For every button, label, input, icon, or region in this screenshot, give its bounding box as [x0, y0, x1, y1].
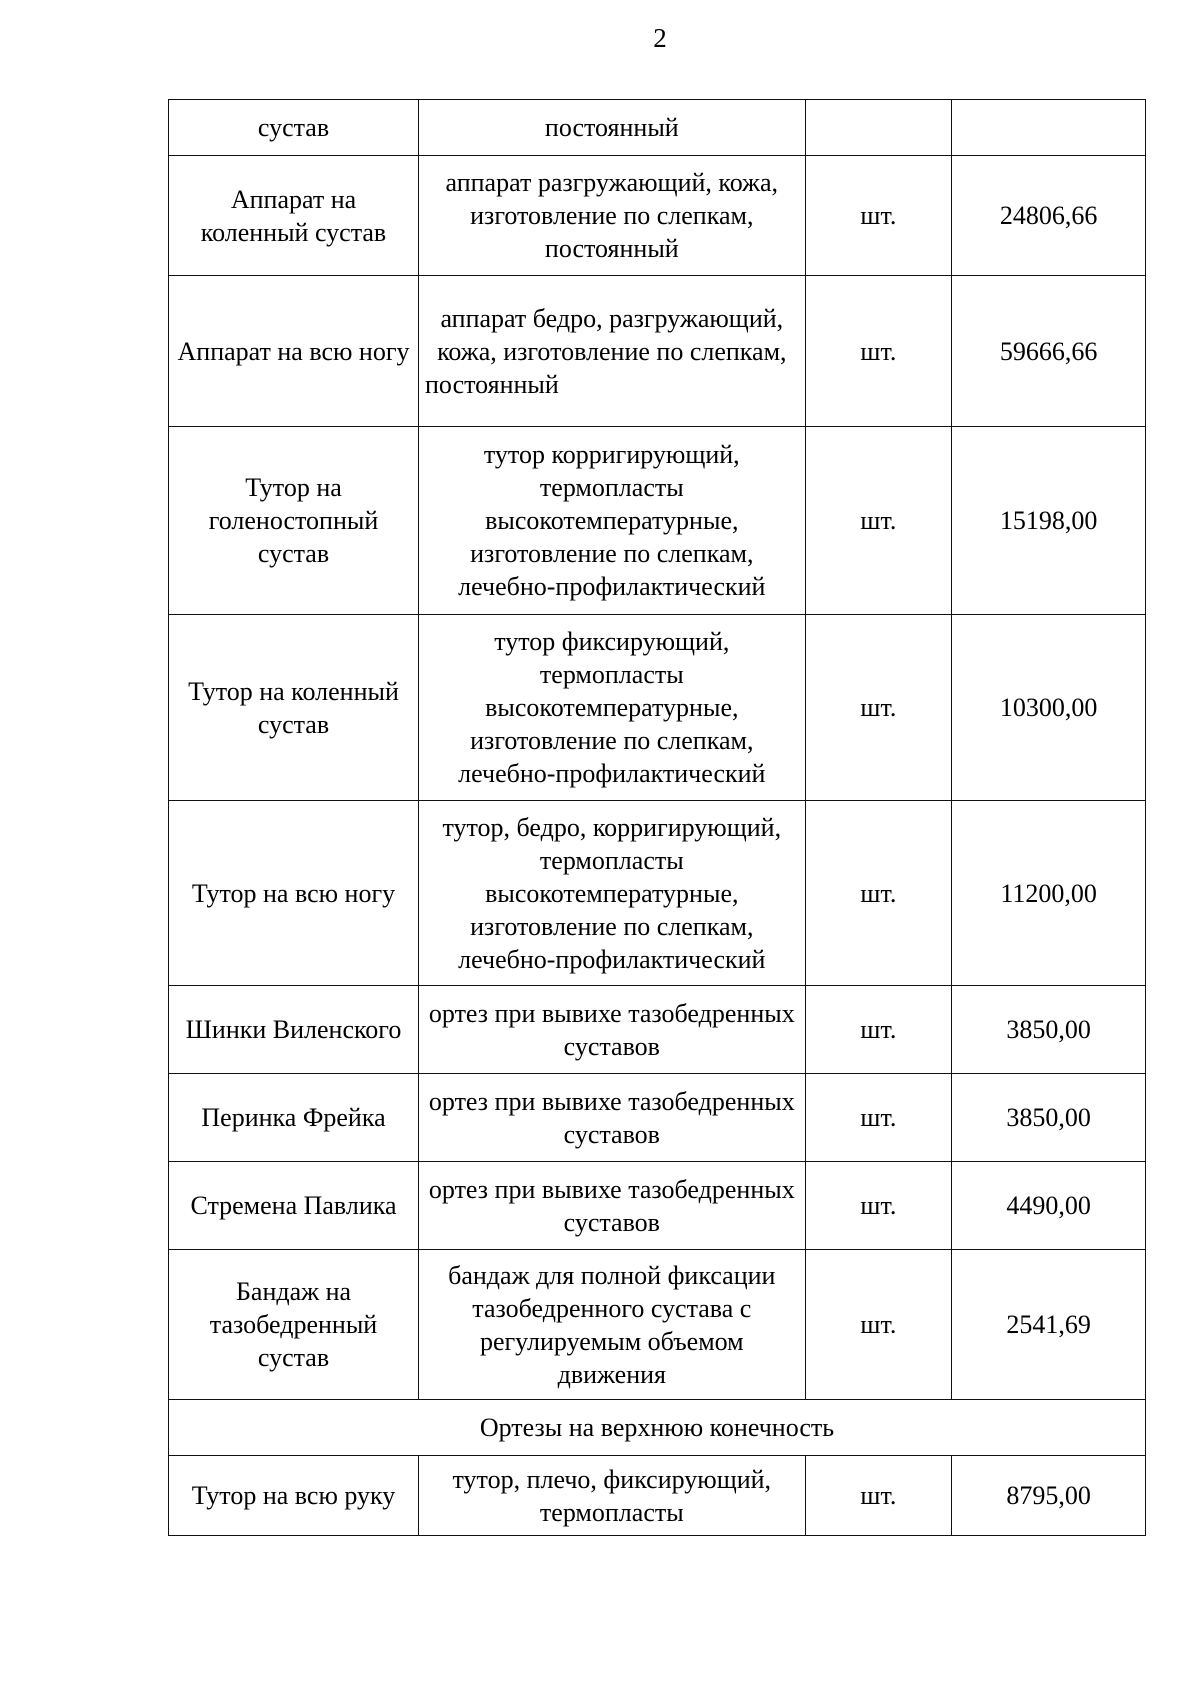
item-name-cell: сустав [169, 100, 419, 156]
item-unit-cell: шт. [805, 986, 952, 1074]
table-row [169, 801, 1146, 986]
table-row [169, 1162, 1146, 1250]
table-row [169, 1074, 1146, 1162]
item-description-cell: постоянный [419, 100, 806, 156]
section-heading-row [169, 1400, 1146, 1456]
item-name-cell: Стремена Павлика [169, 1162, 419, 1250]
item-unit-cell: шт. [805, 276, 952, 427]
item-unit-cell: шт. [805, 1456, 952, 1536]
item-price-cell: 3850,00 [952, 1074, 1146, 1162]
table-row [169, 986, 1146, 1074]
item-name-cell: Аппарат на коленный сустав [169, 156, 419, 276]
item-name-cell: Перинка Фрейка [169, 1074, 419, 1162]
item-name-cell: Тутор на всю руку [169, 1456, 419, 1536]
item-unit-cell: шт. [805, 1250, 952, 1400]
table-row [169, 427, 1146, 615]
table-row [169, 615, 1146, 801]
item-name-cell: Шинки Виленского [169, 986, 419, 1074]
item-unit-cell [805, 100, 952, 156]
item-price-cell: 24806,66 [952, 156, 1146, 276]
table-row [169, 156, 1146, 276]
item-unit-cell: шт. [805, 1074, 952, 1162]
item-price-cell [952, 100, 1146, 156]
item-name-cell: Аппарат на всю ногу [169, 276, 419, 427]
item-name-cell: Бандаж на тазобедренный сустав [169, 1250, 419, 1400]
item-unit-cell: шт. [805, 427, 952, 615]
item-unit-cell: шт. [805, 1162, 952, 1250]
item-price-cell: 4490,00 [952, 1162, 1146, 1250]
item-unit-cell: шт. [805, 156, 952, 276]
table-row [169, 1250, 1146, 1400]
item-name-cell: Тутор на голеностопный сустав [169, 427, 419, 615]
table-row [169, 1456, 1146, 1536]
item-description-cell: бандаж для полной фиксации тазобедренного сустава с регулируемым объемом движения [419, 1250, 806, 1400]
item-description-cell: тутор, плечо, фиксирующий, термопласты [419, 1456, 806, 1536]
item-price-cell: 11200,00 [952, 801, 1146, 986]
item-description-cell: аппарат бедро, разгружающий, кожа, изготовление по слепкам, постоянный [419, 276, 806, 427]
item-price-cell: 3850,00 [952, 986, 1146, 1074]
item-description-cell: ортез при вывихе тазобедренных суставов [419, 986, 806, 1074]
item-price-cell: 15198,00 [952, 427, 1146, 615]
item-unit-cell: шт. [805, 801, 952, 986]
price-table [168, 99, 1146, 1536]
item-description-cell: аппарат разгружающий, кожа, изготовление по слепкам, постоянный [419, 156, 806, 276]
item-price-cell: 2541,69 [952, 1250, 1146, 1400]
item-price-cell: 10300,00 [952, 615, 1146, 801]
item-name-cell: Тутор на всю ногу [169, 801, 419, 986]
table-row [169, 100, 1146, 156]
item-unit-cell: шт. [805, 615, 952, 801]
item-description-cell: тутор фиксирующий, термопласты высокотемпературные, изготовление по слепкам, лечебно-профилактический [419, 615, 806, 801]
item-price-cell: 8795,00 [952, 1456, 1146, 1536]
table-row [169, 276, 1146, 427]
section-heading: Ортезы на верхнюю конечность [169, 1400, 1146, 1456]
item-description-cell: ортез при вывихе тазобедренных суставов [419, 1074, 806, 1162]
item-description-cell: тутор корригирующий, термопласты высокотемпературные, изготовление по слепкам, лечебно-профилактический [419, 427, 806, 615]
page-number: 2 [653, 23, 667, 53]
item-name-cell: Тутор на коленный сустав [169, 615, 419, 801]
item-description-cell: ортез при вывихе тазобедренных суставов [419, 1162, 806, 1250]
item-description-cell: тутор, бедро, корригирующий, термопласты высокотемпературные, изготовление по слепкам, лечебно-профилактический [419, 801, 806, 986]
item-price-cell: 59666,66 [952, 276, 1146, 427]
